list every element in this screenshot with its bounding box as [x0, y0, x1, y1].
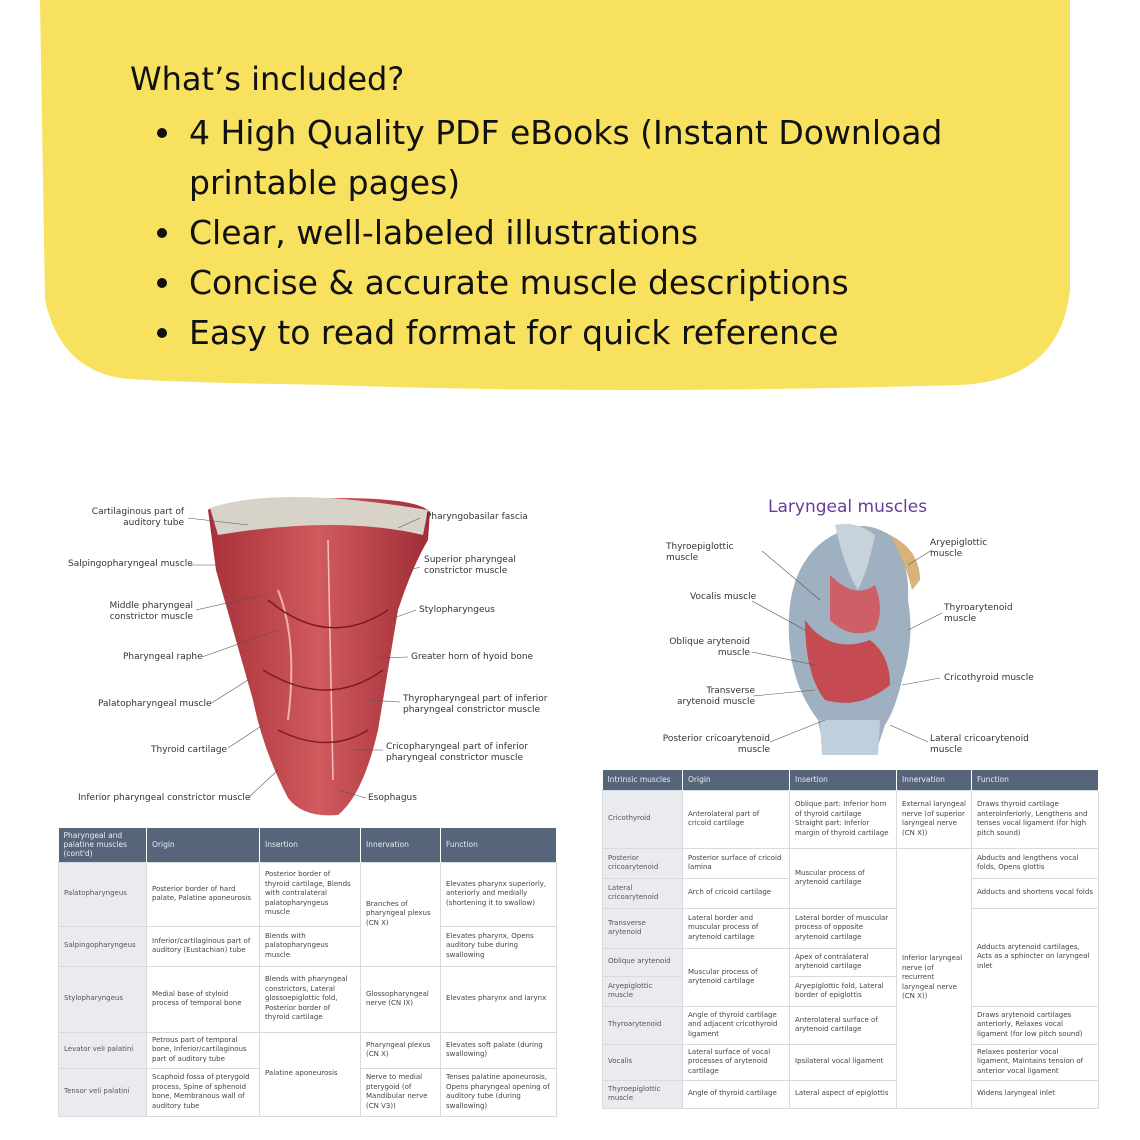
origin-cell: Inferior/cartilaginous part of auditory (Eustachian) tube: [147, 926, 260, 966]
origin-cell: Anterolateral part of cricoid cartilage: [683, 790, 790, 848]
table-row: [603, 790, 1099, 848]
label-middle-constrictor: Middle pharyngeal constrictor muscle: [109, 601, 193, 622]
larynx-illustration: [590, 480, 1110, 770]
table-row: [59, 926, 557, 966]
muscle-name: Stylopharyngeus: [59, 966, 147, 1032]
table-header: Pharyngeal and palatine muscles (cont'd): [59, 828, 147, 862]
insertion-cell: Oblique part: Inferior horn of thyroid cartilage Straight part: Inferior margin of thyroid cartilage: [790, 790, 897, 848]
innervation-cell: Pharyngeal plexus (CN X): [361, 1032, 441, 1068]
function-cell: Draws thyroid cartilage anteroinferiorly, Lengthens and tenses vocal ligament (for high pitch sound): [972, 790, 1099, 848]
pharyngeal-muscles-table: [58, 828, 557, 1117]
origin-cell: Muscular process of arytenoid cartilage: [683, 948, 790, 1006]
muscle-name: Thyroarytenoid: [603, 1006, 683, 1044]
larynx-page-preview: [590, 480, 1110, 1130]
label-pharyngobasilar-fascia: Pharyngobasilar fascia: [426, 512, 528, 522]
label-oblique-arytenoid: Oblique arytenoid muscle: [669, 637, 750, 658]
origin-cell: Posterior surface of cricoid lamina: [683, 848, 790, 878]
origin-cell: Arch of cricoid cartilage: [683, 878, 790, 908]
origin-cell: Petrous part of temporal bone, Inferior/cartilaginous part of auditory tube: [147, 1032, 260, 1068]
feature-item: Concise & accurate muscle descriptions: [155, 258, 1015, 308]
function-cell: Adducts and shortens vocal folds: [972, 878, 1099, 908]
origin-cell: Lateral border and muscular process of arytenoid cartilage: [683, 908, 790, 948]
table-header: Insertion: [790, 770, 897, 790]
function-cell: Elevates soft palate (during swallowing): [441, 1032, 557, 1068]
table-row: [603, 1006, 1099, 1044]
insertion-cell: Ipsilateral vocal ligament: [790, 1044, 897, 1080]
innervation-cell: Nerve to medial pterygoid (of Mandibular nerve (CN V3)): [361, 1068, 441, 1116]
origin-cell: Medial base of styloid process of temporal bone: [147, 966, 260, 1032]
innervation-cell: Inferior laryngeal nerve (of recurrent laryngeal nerve (CN X)): [897, 848, 972, 1108]
table-header: Origin: [147, 828, 260, 862]
label-thyroepiglottic: Thyroepiglottic muscle: [666, 542, 734, 563]
insertion-cell: Lateral border of muscular process of opposite arytenoid cartilage: [790, 908, 897, 948]
function-cell: Draws arytenoid cartilages anteriorly, Relaxes vocal ligament (for low pitch sound): [972, 1006, 1099, 1044]
label-palatopharyngeal: Palatopharyngeal muscle: [98, 699, 212, 709]
label-cartilaginous-auditory-tube: Cartilaginous part of auditory tube: [91, 507, 184, 528]
label-lateral-cricoarytenoid: Lateral cricoarytenoid muscle: [930, 734, 1029, 755]
insertion-cell: Lateral aspect of epiglottis: [790, 1080, 897, 1108]
muscle-name: Lateral cricoarytenoid: [603, 878, 683, 908]
pharynx-page-preview: [38, 480, 568, 1130]
muscle-name: Salpingopharyngeus: [59, 926, 147, 966]
label-esophagus: Esophagus: [368, 793, 417, 803]
insertion-cell: Blends with palatopharyngeus muscle: [260, 926, 361, 966]
table-header: Innervation: [897, 770, 972, 790]
label-cricothyroid: Cricothyroid muscle: [944, 673, 1034, 683]
muscle-name: Vocalis: [603, 1044, 683, 1080]
function-cell: Relaxes posterior vocal ligament, Maintains tension of anterior vocal ligament: [972, 1044, 1099, 1080]
label-thyroarytenoid: Thyroarytenoid muscle: [944, 603, 1013, 624]
feature-item: Easy to read format for quick reference: [155, 308, 1015, 358]
table-header: Insertion: [260, 828, 361, 862]
muscle-name: Posterior cricoarytenoid: [603, 848, 683, 878]
origin-cell: Angle of thyroid cartilage and adjacent cricothyroid ligament: [683, 1006, 790, 1044]
label-stylopharyngeus: Stylopharyngeus: [419, 605, 495, 615]
table-row: [59, 1032, 557, 1068]
origin-cell: Scaphoid fossa of pterygoid process, Spine of sphenoid bone, Membranous wall of auditory tube: [147, 1068, 260, 1116]
table-header-row: [603, 770, 1099, 790]
muscle-name: Aryepiglottic muscle: [603, 976, 683, 1006]
table-header: Function: [441, 828, 557, 862]
insertion-cell: Apex of contralateral arytenoid cartilage: [790, 948, 897, 976]
muscle-name: Cricothyroid: [603, 790, 683, 848]
table-row: [59, 862, 557, 926]
insertion-cell: Blends with pharyngeal constrictors, Lateral glossoepiglottic fold, Posterior border of thyroid cartilage: [260, 966, 361, 1032]
innervation-cell: External laryngeal nerve (of superior laryngeal nerve (CN X)): [897, 790, 972, 848]
label-salpingopharyngeal: Salpingopharyngeal muscle: [68, 559, 193, 569]
function-cell: Abducts and lengthens vocal folds, Opens glottis: [972, 848, 1099, 878]
feature-list: [155, 108, 1015, 358]
table-header: Intrinsic muscles: [603, 770, 683, 790]
table-row: [603, 1044, 1099, 1080]
table-header: Function: [972, 770, 1099, 790]
label-cricopharyngeal: Cricopharyngeal part of inferior pharyngeal constrictor muscle: [386, 742, 528, 763]
innervation-cell: Branches of pharyngeal plexus (CN X): [361, 862, 441, 966]
function-cell: Elevates pharynx, Opens auditory tube during swallowing: [441, 926, 557, 966]
muscle-name: Thyroepiglottic muscle: [603, 1080, 683, 1108]
function-cell: Adducts arytenoid cartilages, Acts as a sphincter on laryngeal inlet: [972, 908, 1099, 1006]
features-banner: [0, 0, 1140, 420]
muscle-name: Transverse arytenoid: [603, 908, 683, 948]
table-row: [603, 848, 1099, 878]
label-thyroid-cartilage: Thyroid cartilage: [151, 745, 228, 755]
function-cell: Elevates pharynx superiorly, anteriorly and medially (shortening it to swallow): [441, 862, 557, 926]
table-header: Innervation: [361, 828, 441, 862]
label-transverse-arytenoid: Transverse arytenoid muscle: [676, 686, 755, 707]
banner-title: What’s included?: [130, 60, 405, 98]
muscle-name: Levator veli palatini: [59, 1032, 147, 1068]
insertion-cell: Palatine aponeurosis: [260, 1032, 361, 1116]
label-vocalis: Vocalis muscle: [690, 592, 757, 602]
insertion-cell: Muscular process of arytenoid cartilage: [790, 848, 897, 908]
muscle-name: Palatopharyngeus: [59, 862, 147, 926]
table-header: Origin: [683, 770, 790, 790]
muscle-name: Tensor veli palatini: [59, 1068, 147, 1116]
label-pharyngeal-raphe: Pharyngeal raphe: [123, 652, 203, 662]
feature-item: Clear, well-labeled illustrations: [155, 208, 1015, 258]
label-thyropharyngeal: Thyropharyngeal part of inferior pharyngeal constrictor muscle: [403, 694, 548, 715]
feature-item: 4 High Quality PDF eBooks (Instant Download printable pages): [155, 108, 1015, 208]
origin-cell: Lateral surface of vocal processes of arytenoid cartilage: [683, 1044, 790, 1080]
muscle-name: Oblique arytenoid: [603, 948, 683, 976]
label-posterior-cricoarytenoid: Posterior cricoarytenoid muscle: [662, 734, 770, 755]
insertion-cell: Aryepiglottic fold, Lateral border of epiglottis: [790, 976, 897, 1006]
laryngeal-muscles-table: [602, 770, 1099, 1109]
label-inferior-constrictor: Inferior pharyngeal constrictor muscle: [78, 793, 251, 803]
table-row: [59, 966, 557, 1032]
larynx-title: Laryngeal muscles: [768, 497, 928, 517]
label-aryepiglottic: Aryepiglottic muscle: [930, 538, 988, 559]
innervation-cell: Glossopharyngeal nerve (CN IX): [361, 966, 441, 1032]
table-header-row: [59, 828, 557, 862]
insertion-cell: Anterolateral surface of arytenoid cartilage: [790, 1006, 897, 1044]
insertion-cell: Posterior border of thyroid cartilage, Blends with contralateral palatopharyngeus muscle: [260, 862, 361, 926]
table-row: [603, 908, 1099, 948]
label-superior-constrictor: Superior pharyngeal constrictor muscle: [424, 555, 516, 576]
label-hyoid-horn: Greater horn of hyoid bone: [411, 652, 534, 662]
origin-cell: Posterior border of hard palate, Palatine aponeurosis: [147, 862, 260, 926]
table-row: [603, 1080, 1099, 1108]
function-cell: Elevates pharynx and larynx: [441, 966, 557, 1032]
origin-cell: Angle of thyroid cartilage: [683, 1080, 790, 1108]
function-cell: Tenses palatine aponeurosis, Opens pharyngeal opening of auditory tube (during swallowing): [441, 1068, 557, 1116]
function-cell: Widens laryngeal inlet: [972, 1080, 1099, 1108]
